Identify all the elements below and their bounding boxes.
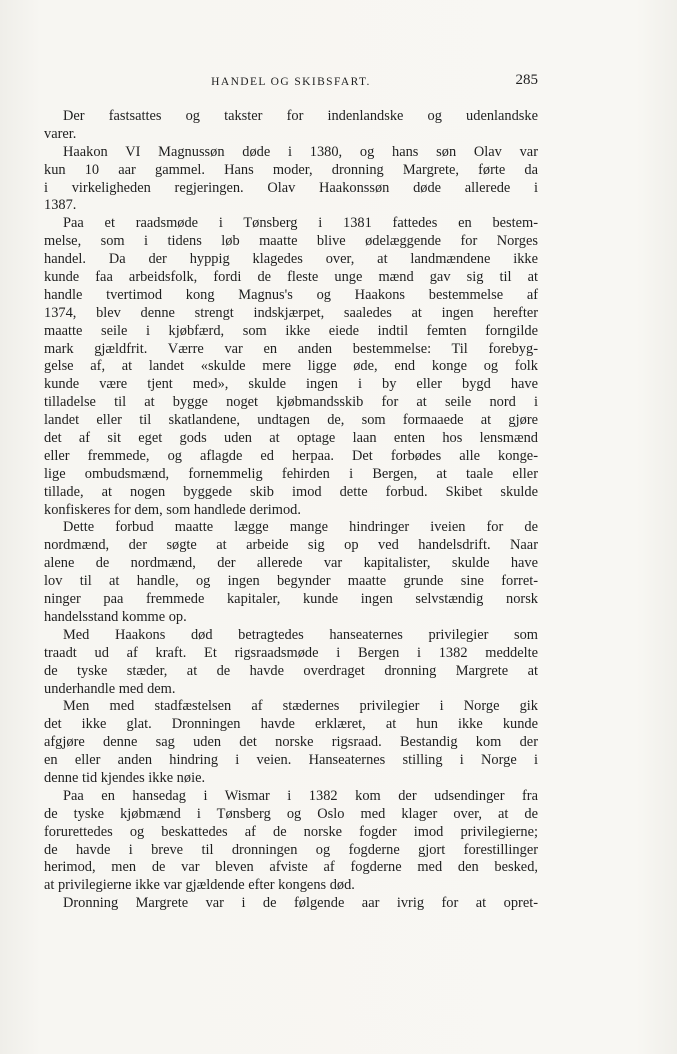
page-number: 285	[515, 72, 538, 88]
text-line: handle tvertimod kong Magnus's og Haakons bestemmelse af	[44, 286, 538, 303]
text-line: eller fremmede, og aflagde ed herpaa. Det forbødes alle konge-	[44, 447, 538, 464]
text-line: nordmænd, der søgte at arbeide sig op ved handelsdrift. Naar	[44, 537, 538, 554]
text-line: det af sit eget gods uden at optage laan enten hos lensmænd	[44, 430, 538, 447]
text-line: ninger paa fremmede kapitaler, kunde ingen selvstændig norsk	[44, 591, 538, 608]
text-line: Dette forbud maatte lægge mange hindringer iveien for de	[63, 519, 538, 536]
text-line: denne tid kjendes ikke nøie.	[44, 769, 206, 786]
text-line: traadt ud af kraft. Et rigsraadsmøde i Bergen i 1382 meddelte	[44, 644, 538, 661]
text-line: Med Haakons død betragtedes hanseaternes privilegier som	[63, 626, 538, 643]
text-line: underhandle med dem.	[44, 680, 176, 697]
text-line: tillade, at nogen byggede skib imod dette forbud. Skibet skulde	[44, 483, 538, 500]
text-line: tilladelse til at bygge noget kjøbmandsskib for at seile nord i	[44, 394, 538, 411]
running-head	[44, 72, 538, 92]
text-line: handelsstand komme op.	[44, 608, 187, 625]
text-line: afgjøre denne sag uden det norske rigsraad. Bestandig kom der	[44, 734, 538, 751]
text-line: lige ombudsmænd, fornemmelig fehirden i Bergen, at taale eller	[44, 465, 538, 482]
text-line: Paa et raadsmøde i Tønsberg i 1381 fattedes en bestem-	[63, 215, 538, 232]
text-line: forurettedes og beskattedes af de norske fogder imod privilegierne;	[44, 823, 538, 840]
text-line: handel. Da der hyppig klagedes over, at landmændene ikke	[44, 251, 538, 268]
text-line: herimod, men de var bleven afviste af fogderne med den besked,	[44, 859, 538, 876]
text-line: Haakon VI Magnussøn døde i 1380, og hans søn Olav var	[63, 143, 538, 160]
text-line: Paa en hansedag i Wismar i 1382 kom der udsendinger fra	[63, 787, 538, 804]
text-line: de havde i breve til dronningen og fogderne gjort forestillinger	[44, 841, 538, 858]
text-line: lov til at handle, og ingen begynder maatte grunde sine forret-	[44, 573, 538, 590]
text-line: Der fastsattes og takster for indenlandske og udenlandske	[63, 108, 538, 124]
body-text	[44, 108, 538, 913]
text-line: de tyske stæder, at de havde overdraget dronning Margrete at	[44, 662, 538, 679]
text-line: kunde være tjent med», skulde ingen i by eller bygd have	[44, 376, 538, 393]
text-line: Men med stadfæstelsen af stædernes privilegier i Norge gik	[63, 698, 538, 715]
running-head-title: HANDEL OG SKIBSFART.	[211, 76, 371, 88]
text-line: 1374, blev denne strengt indskjærpet, saaledes at ingen herefter	[44, 304, 538, 321]
text-line: mark gjældfrit. Værre var en anden bestemmelse: Til forebyg-	[44, 340, 538, 357]
text-line: kun 10 aar gammel. Hans moder, dronning Margrete, førte da	[44, 161, 538, 178]
text-line: i virkeligheden regjeringen. Olav Haakonssøn døde allerede i	[44, 179, 538, 196]
text-line: varer.	[44, 125, 77, 142]
text-line: alene de nordmænd, der allerede var kapitalister, skulde have	[44, 555, 538, 572]
text-line: melse, som i tidens løb maatte blive ødelæggende for Norges	[44, 233, 538, 250]
text-line: de tyske kjøbmænd i Tønsberg og Oslo med klager over, at de	[44, 805, 538, 822]
text-line: 1387.	[44, 197, 77, 214]
text-line: konfiskeres for dem, som handlede derimod.	[44, 501, 301, 518]
text-line: kunde faa arbeidsfolk, fordi de fleste unge mænd gav sig til at	[44, 269, 538, 286]
text-line: en eller anden hindring i veien. Hanseaternes stilling i Norge i	[44, 752, 538, 769]
text-line: gelse af, at landet «skulde mere ligge øde, end konge og folk	[44, 358, 538, 375]
text-line: Dronning Margrete var i de følgende aar ivrig for at opret-	[63, 895, 538, 912]
text-line: at privilegierne ikke var gjældende efter kongens død.	[44, 877, 355, 894]
text-line: maatte seile i kjøbfærd, som ikke eiede indtil femten forngilde	[44, 322, 538, 339]
text-line: det ikke glat. Dronningen havde erklæret, at hun ikke kunde	[44, 716, 538, 733]
text-line: landet eller til skatlandene, undtagen de, som formaaede at gjøre	[44, 412, 538, 429]
